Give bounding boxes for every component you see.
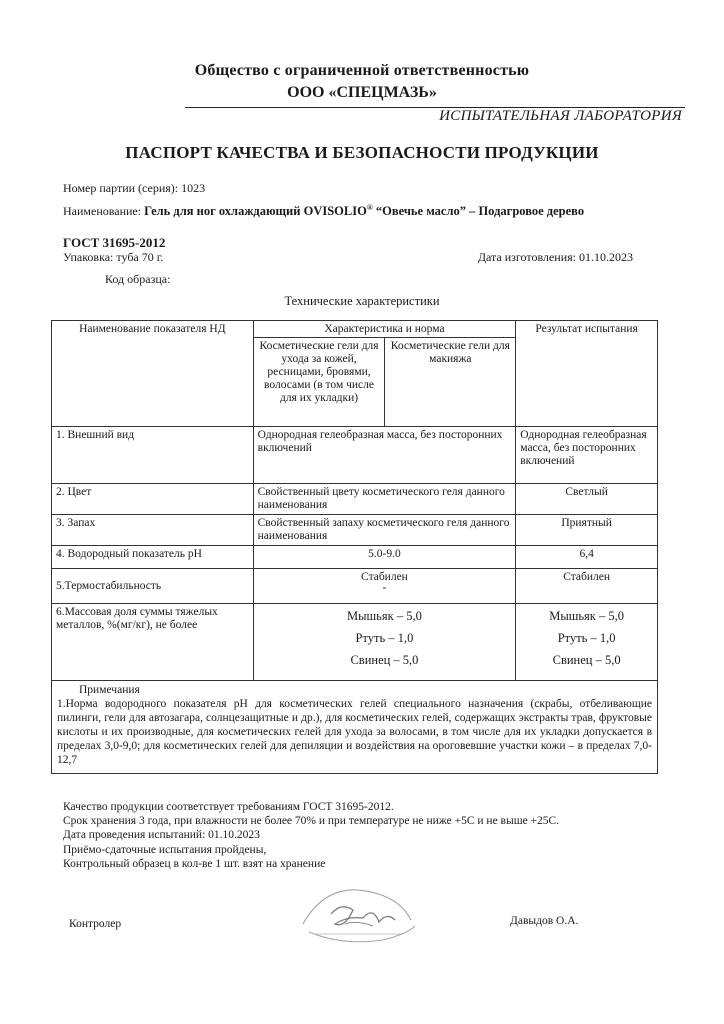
header-indicator: Наименование показателя НД: [52, 321, 254, 427]
row-norm: Свойственный цвету косметического геля данного наименования: [253, 484, 516, 515]
row-name: 4. Водородный показатель pH: [52, 546, 254, 569]
controller-name: Давыдов О.А.: [510, 915, 579, 927]
row-result: Однородная гелеобразная масса, без посторонних включений: [516, 427, 658, 484]
table-row: [52, 546, 658, 569]
test-date: Дата проведения испытаний: 01.10.2023: [63, 829, 260, 841]
document-title: ПАСПОРТ КАЧЕСТВА И БЕЗОПАСНОСТИ ПРОДУКЦИИ: [125, 143, 599, 162]
row-name: 1. Внешний вид: [52, 427, 254, 484]
manufacture-date: Дата изготовления: 01.10.2023: [477, 250, 633, 264]
laboratory-label: ИСПЫТАТЕЛЬНАЯ ЛАБОРАТОРИЯ: [439, 108, 682, 124]
notes-heading: Примечания: [79, 684, 140, 696]
table-header-row: [52, 321, 658, 338]
row-name: 2. Цвет: [52, 484, 254, 515]
characteristics-table: [51, 320, 658, 681]
row-norm-cell: [253, 569, 516, 604]
row-result: Светлый: [516, 484, 658, 515]
row-result: Стабилен: [516, 569, 658, 604]
header-result: Результат испытания: [516, 321, 658, 427]
shelf-life: Срок хранения 3 года, при влажности не более 70% и при температуре не ниже +5С и не выше +25С.: [63, 815, 560, 827]
product-name-line: [63, 203, 584, 219]
product-name-label: Наименование:: [63, 204, 142, 219]
row-norm-extra: -: [382, 582, 387, 594]
gost-standard: ГОСТ 31695-2012: [63, 235, 166, 250]
conformity-statement: Качество продукции соответствует требованиям ГОСТ 31695-2012.: [63, 801, 394, 813]
packaging: Упаковка: туба 70 г.: [63, 250, 164, 264]
table-row: [52, 515, 658, 546]
metal-norm: Свинец – 5,0: [350, 653, 419, 667]
subheader-care-gels: Косметические гели для ухода за кожей, ресницами, бровями, волосами (в том числе для их укладки): [253, 338, 385, 427]
row-norm: 5.0-9.0: [253, 546, 516, 569]
product-name-rest: “Овечье масло” – Подагровое дерево: [372, 204, 585, 219]
table-row: [52, 427, 658, 484]
product-name-value: Гель для ног охлаждающий OVISOLIO: [144, 204, 367, 219]
table-row: [52, 569, 658, 604]
table-row: [52, 484, 658, 515]
metals-norm-cell: [253, 604, 516, 681]
metals-result-cell: [516, 604, 658, 681]
table-title: Технические характеристики: [284, 294, 440, 308]
metal-norm: Ртуть – 1,0: [355, 631, 414, 645]
metal-result: Ртуть – 1,0: [557, 631, 616, 645]
row-name: 3. Запах: [52, 515, 254, 546]
metal-norm: Мышьяк – 5,0: [347, 609, 422, 623]
row-name: 6.Массовая доля суммы тяжелых металлов, %(мг/кг), не более: [52, 604, 254, 681]
org-name-line2: ООО «СПЕЦМАЗЬ»: [287, 84, 437, 101]
row-norm: Однородная гелеобразная масса, без посторонних включений: [253, 427, 516, 484]
controller-label: Контролер: [69, 918, 122, 930]
notes-text: 1.Норма водородного показателя pH для косметических гелей специального назначения (скрабы, отбеливающие пилинги, гели для автозагара, солнцезащитные и др.), для косметических гелей, содержащих экстракты трав, фруктовые кислоты и их производные, для косметических гелей для ухода за волосами, в том числе для их укладки допускается в пределах 3,0-9,0; для косметических гелей для депиляции и воздействия на ороговевшие участки кожи – в пределах 7,0-12,7: [57, 698, 652, 766]
metal-result: Мышьяк – 5,0: [549, 609, 625, 623]
table-row-metals: [52, 604, 658, 681]
acceptance-tests: Приёмо-сдаточные испытания пройдены,: [63, 844, 267, 856]
notes-box: [51, 681, 658, 774]
row-result: Приятный: [516, 515, 658, 546]
row-norm: Свойственный запаху косметического геля данного наименования: [253, 515, 516, 546]
subheader-makeup-gels: Косметические гели для макияжа: [385, 338, 516, 427]
registered-mark: ®: [366, 203, 373, 212]
org-name-line1: Общество с ограниченной ответственностью: [194, 62, 530, 79]
control-sample: Контрольный образец в кол-ве 1 шт. взят на хранение: [63, 858, 326, 870]
batch-number: Номер партии (серия): 1023: [63, 181, 206, 195]
header-norm: Характеристика и норма: [253, 321, 516, 338]
row-norm: Стабилен: [361, 571, 408, 583]
signature-stamp-icon: [283, 876, 433, 961]
sample-code: Код образца:: [105, 272, 171, 286]
metal-result: Свинец – 5,0: [552, 653, 621, 667]
row-name: 5.Термостабильность: [52, 569, 254, 604]
row-result: 6,4: [516, 546, 658, 569]
